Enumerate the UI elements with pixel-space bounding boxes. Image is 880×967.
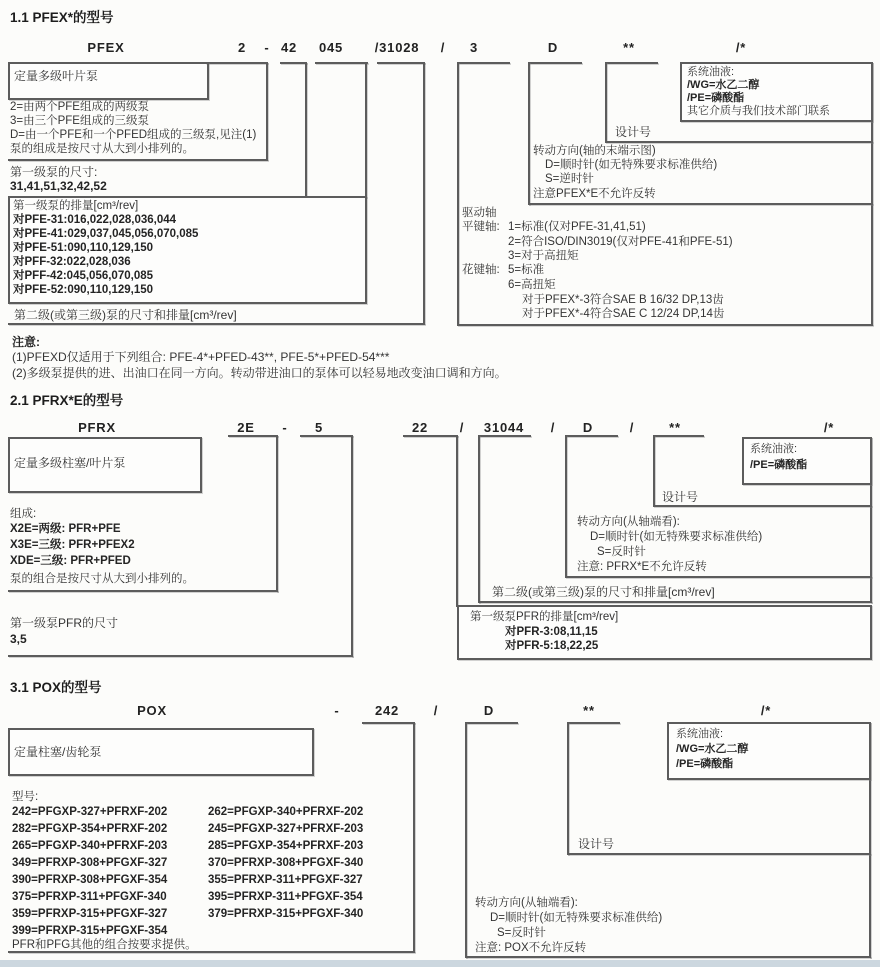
displacement-label: 第一级泵PFR的排量[cm³/rev] (470, 611, 619, 623)
rotation-title: 转动方向(从轴端看): (577, 516, 680, 528)
connector-line (605, 62, 658, 64)
second-stage-label: 第二级(或第三级)泵的尺寸和排量[cm³/rev] (492, 585, 715, 599)
code-dash: - (264, 40, 270, 55)
connector-line (377, 62, 425, 64)
connector-line (478, 435, 480, 603)
comp-option: XDE=三级: PFR+PFED (10, 555, 131, 567)
rotation-d: D=顺时针(如无特殊要求标准供给) (545, 159, 718, 171)
fluid-pe: /PE=磷酸酯 (676, 758, 734, 770)
model-row: 242=PFGXP-327+PFRXF-202 (12, 806, 168, 818)
stage-option: D=由一个PFE和一个PFED组成的三级泵,见注(1) (10, 129, 257, 141)
rotation-title: 转动方向(轴的末端示图) (533, 145, 656, 157)
rotation-s: S=反时针 (597, 546, 646, 558)
code-dash: - (334, 703, 340, 718)
page-edge-band (0, 960, 880, 967)
connector-line (653, 435, 655, 506)
section1-title: 1.1 PFEX*的型号 (10, 10, 114, 25)
comp-option: X2E=两级: PFR+PFE (10, 523, 121, 535)
displacement-row: 对PFF-42:045,056,070,085 (13, 270, 154, 282)
code-slash: / (550, 420, 556, 435)
models-note: PFR和PFG其他的组合按要求提供。 (12, 939, 197, 951)
displacement-label: 第一级泵的排量[cm³/rev] (13, 200, 139, 212)
pump-type-label: 定量柱塞/齿轮泵 (14, 745, 102, 759)
design-number-label: 设计号 (578, 837, 615, 851)
shaft-spline-label: 花键轴: (462, 264, 500, 276)
comp-note: 泵的组合是按尺寸从大到小排列的。 (10, 573, 194, 585)
fluid-title: 系统油液: (687, 66, 735, 78)
code-slash: / (629, 420, 635, 435)
code-rotation: D (547, 40, 559, 55)
displacement-row: 对PFE-31:016,022,028,036,044 (13, 214, 177, 226)
displacement-row: 对PFR-5:18,22,25 (505, 640, 599, 652)
displacement-row: 对PFF-32:022,028,036 (13, 256, 131, 268)
code-pfrx: PFRX (78, 420, 116, 435)
shaft-sae-2: 对于PFEX*-4符合SAE C 12/24 DP,14齿 (522, 308, 725, 320)
model-row: 262=PFGXP-340+PFRXF-202 (208, 806, 364, 818)
code-fluid: /* (760, 703, 772, 718)
underline (605, 141, 873, 143)
shaft-title: 驱动轴 (462, 207, 497, 219)
fluid-title: 系统油液: (676, 728, 724, 740)
connector-line (653, 435, 704, 437)
code-stage2: /31028 (374, 40, 420, 55)
connector-line (465, 722, 467, 958)
connector-line (351, 435, 353, 657)
model-row: 375=PFRXP-311+PFGXF-340 (12, 891, 167, 903)
shaft-sae-1: 对于PFEX*-3符合SAE B 16/32 DP,13齿 (522, 294, 724, 306)
model-row: 282=PFGXP-354+PFRXF-202 (12, 823, 168, 835)
model-row: 379=PFRXP-315+PFGXF-340 (208, 908, 364, 920)
underline (8, 159, 268, 161)
rotation-note: 注意: POX不允许反转 (475, 942, 587, 954)
connector-line (565, 435, 567, 577)
rotation-d: D=顺时针(如无特殊要求标准供给) (590, 531, 763, 543)
shaft-flat-3: 3=对于高扭矩 (508, 250, 579, 262)
design-number-label: 设计号 (615, 125, 652, 139)
underline (653, 505, 872, 507)
models-label: 型号: (12, 791, 39, 803)
underline (465, 956, 871, 958)
stage-option: 2=由两个PFE组成的两级泵 (10, 101, 149, 113)
model-row: 245=PFGXP-327+PFRXF-203 (208, 823, 364, 835)
displacement-row: 对PFE-52:090,110,129,150 (13, 284, 154, 296)
fluid-title: 系统油液: (750, 443, 798, 455)
connector-line (305, 62, 307, 196)
code-fluid: /* (823, 420, 835, 435)
connector-line (605, 62, 607, 142)
notes-title: 注意: (12, 335, 40, 349)
section3-title: 3.1 POX的型号 (10, 680, 102, 695)
connector-line (457, 62, 510, 64)
underline (8, 590, 278, 592)
connector-line (567, 722, 569, 855)
connector-line (280, 62, 307, 64)
size-label: 第一级泵的尺寸: (10, 165, 98, 179)
stage-note: 泵的组成是按尺寸从大到小排列的。 (10, 143, 194, 155)
pump-type-label: 定量多级柱塞/叶片泵 (14, 456, 126, 470)
underline (528, 203, 873, 205)
code-size1: 42 (280, 40, 298, 55)
comp-option: X3E=三级: PFR+PFEX2 (10, 539, 135, 551)
model-row: 349=PFRXP-308+PFGXF-327 (12, 857, 168, 869)
underline (457, 324, 873, 326)
code-model: 242 (374, 703, 400, 718)
model-row: 359=PFRXP-315+PFGXF-327 (12, 908, 168, 920)
connector-line (228, 435, 278, 437)
model-row: 285=PFGXP-354+PFRXF-203 (208, 840, 364, 852)
underline (567, 853, 871, 855)
model-row: 355=PFRXP-311+PFGXF-327 (208, 874, 363, 886)
shaft-flat-1: 1=标准(仅对PFE-31,41,51) (508, 221, 646, 233)
connector-line (423, 62, 425, 324)
fluid-other: 其它介质与我们技术部门联系 (687, 105, 830, 117)
underline (478, 601, 872, 603)
fluid-wg: /WG=水乙二醇 (687, 79, 760, 91)
connector-line (528, 62, 530, 205)
rotation-d: D=顺时针(如无特殊要求标准供给) (490, 912, 663, 924)
model-row: 399=PFRXP-315+PFGXF-354 (12, 925, 168, 937)
code-dash: - (282, 420, 288, 435)
code-slash: / (459, 420, 465, 435)
fluid-pe: /PE=磷酸酯 (750, 459, 808, 471)
connector-line (315, 62, 368, 64)
rotation-note: 注意: PFRX*E不允许反转 (577, 561, 707, 573)
rotation-s: S=反时针 (497, 927, 546, 939)
code-design: ** (583, 703, 595, 718)
underline (565, 576, 872, 578)
size-label: 第一级泵PFR的尺寸 (10, 616, 119, 630)
connector-line (457, 62, 459, 325)
code-stages: 2 (237, 40, 247, 55)
displacement-row: 对PFE-41:029,037,045,056,070,085 (13, 228, 199, 240)
connector-line (300, 435, 353, 437)
connector-line (365, 62, 367, 198)
section2-title: 2.1 PFRX*E的型号 (10, 393, 124, 408)
second-stage-label: 第二级(或第三级)泵的尺寸和排量[cm³/rev] (14, 308, 237, 322)
displacement-row: 对PFR-3:08,11,15 (505, 626, 598, 638)
connector-line (205, 62, 268, 64)
connector-line (413, 722, 415, 952)
connector-line (567, 722, 620, 724)
rotation-s: S=逆时针 (545, 173, 594, 185)
connector-line (403, 435, 458, 437)
connector-line (528, 62, 582, 64)
connector-line (465, 722, 518, 724)
code-shaft: 3 (469, 40, 479, 55)
shaft-flat-2: 2=符合ISO/DIN3019(仅对PFE-41和PFE-51) (508, 236, 733, 248)
stage-option: 3=由三个PFE组成的三级泵 (10, 115, 149, 127)
shaft-spline-2: 6=高扭矩 (508, 279, 556, 291)
connector-line (565, 435, 618, 437)
design-number-label: 设计号 (662, 490, 699, 504)
code-comp: 2E (237, 420, 255, 435)
code-design: ** (669, 420, 681, 435)
connector-line (478, 435, 531, 437)
model-row: 265=PFGXP-340+PFRXF-203 (12, 840, 168, 852)
connector-line (456, 435, 458, 607)
code-slash: / (433, 703, 439, 718)
displacement-row: 对PFE-51:090,110,129,150 (13, 242, 154, 254)
size-values: 3,5 (10, 632, 27, 646)
fluid-wg: /WG=水乙二醇 (676, 743, 749, 755)
note-1: (1)PFEXD仅适用于下列组合: PFE-4*+PFED-43**, PFE-5*+PFED-54*** (12, 350, 390, 364)
connector-line (276, 435, 278, 592)
code-design: ** (623, 40, 635, 55)
connector-line (266, 62, 268, 160)
fluid-pe: /PE=磷酸酯 (687, 92, 745, 104)
connector-line (362, 722, 415, 724)
rotation-title: 转动方向(从轴端看): (475, 897, 578, 909)
code-rotation: D (582, 420, 594, 435)
shaft-flat-label: 平键轴: (462, 221, 500, 233)
underline (8, 323, 425, 325)
underline (8, 655, 353, 657)
rotation-note: 注意PFEX*E不允许反转 (533, 188, 656, 200)
code-disp1: 045 (318, 40, 344, 55)
comp-title: 组成: (10, 508, 37, 520)
model-row: 390=PFRXP-308+PFGXF-354 (12, 874, 168, 886)
underline (8, 951, 415, 953)
code-disp1: 22 (411, 420, 429, 435)
shaft-spline-1: 5=标准 (508, 264, 545, 276)
code-pox: POX (137, 703, 167, 718)
size-values: 31,41,51,32,42,52 (10, 179, 107, 193)
code-size1: 5 (314, 420, 324, 435)
model-row: 370=PFRXP-308+PFGXF-340 (208, 857, 364, 869)
pump-type-label: 定量多级叶片泵 (14, 69, 99, 83)
code-rotation: D (483, 703, 495, 718)
code-fluid: /* (735, 40, 747, 55)
model-row: 395=PFRXP-311+PFGXF-354 (208, 891, 363, 903)
code-pfex: PFEX (87, 40, 125, 55)
note-2: (2)多级泵提供的进、出油口在同一方向。转动带进油口的泵体可以轻易地改变油口调和方向。 (12, 366, 507, 380)
code-slash: / (440, 40, 446, 55)
code-stage2: 31044 (483, 420, 525, 435)
